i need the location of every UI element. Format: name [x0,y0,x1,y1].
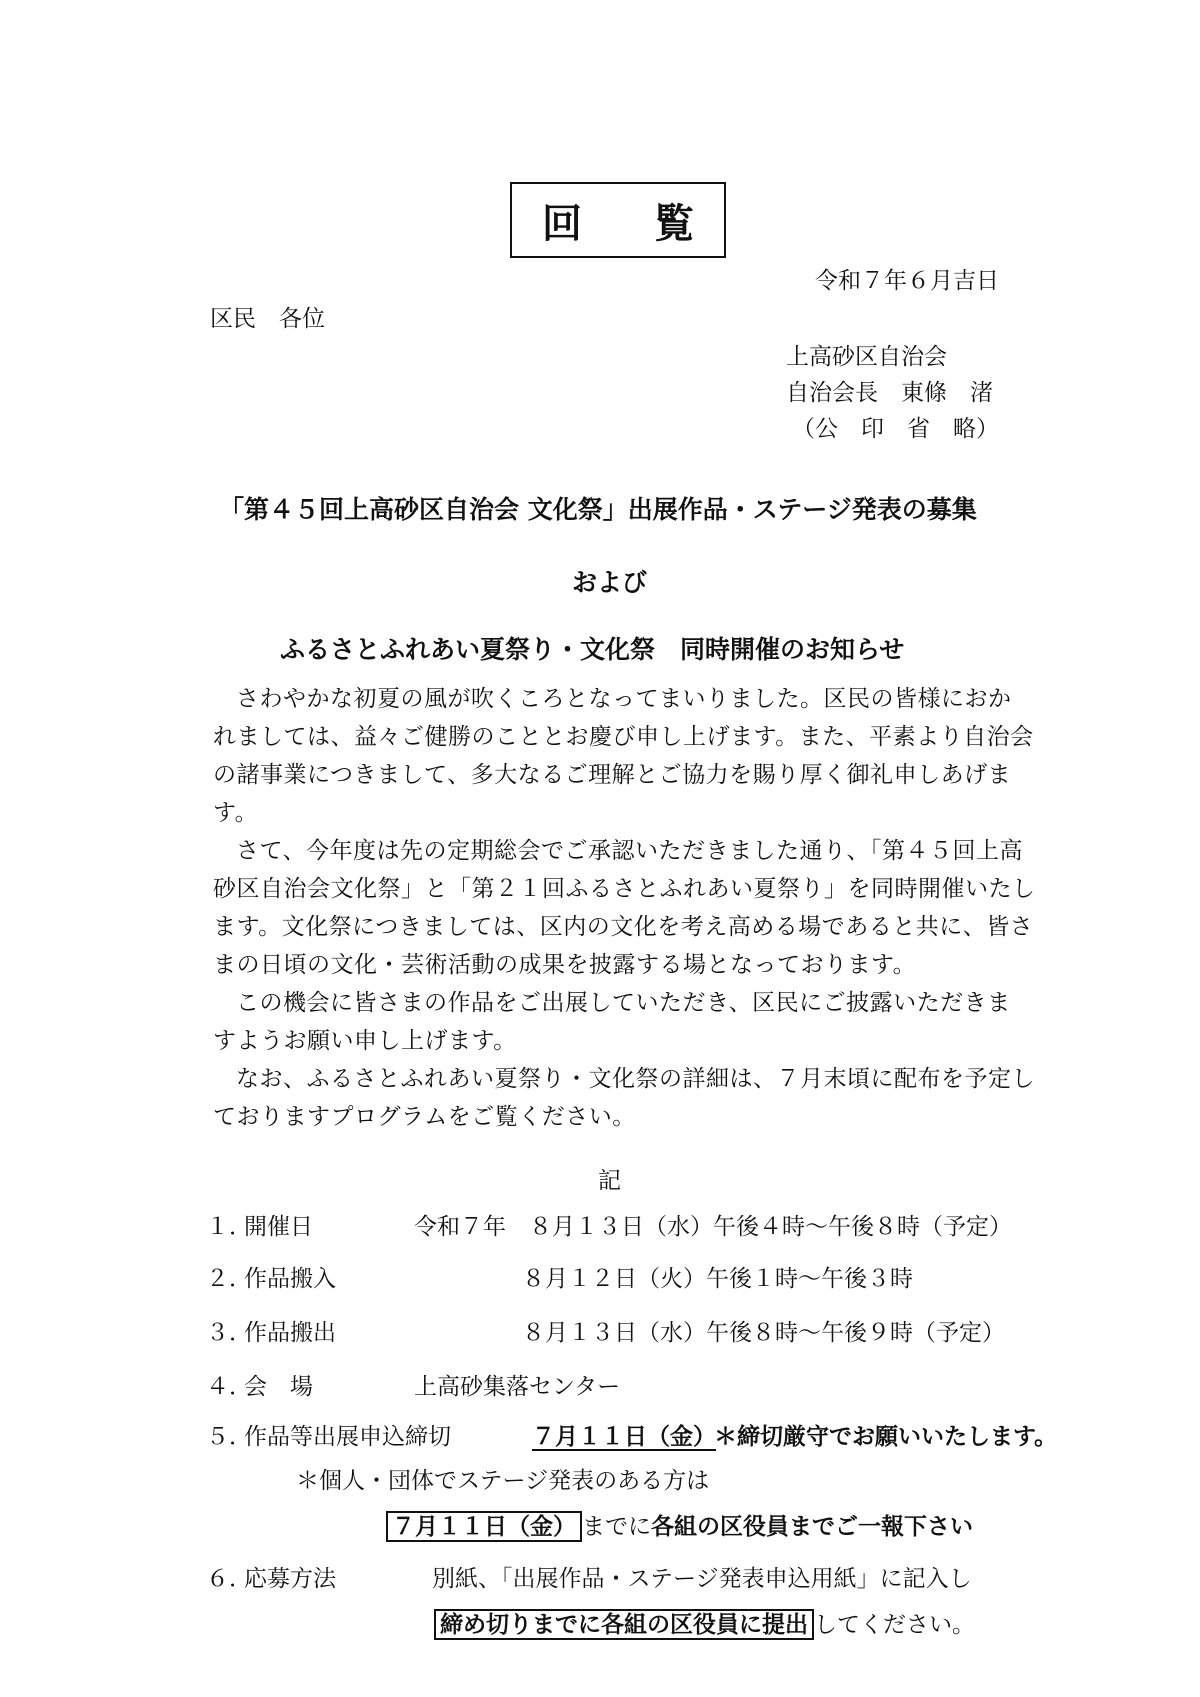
title-line-1: 「第４５回上高砂区自治会 文化祭」出展作品・ステージ発表の募集 [219,495,977,524]
deadline-strict-note: ＊締切厳守でお願いいたします。 [714,1423,1058,1450]
issue-date: 令和７年６月吉日 [815,268,999,294]
item-label: 会 場 [244,1374,313,1400]
paragraph-line: 砂区自治会文化祭」と「第２１回ふるさとふれあい夏祭り」を同時開催いたし [213,876,1036,902]
paragraph-line: すようお願い申し上げます。 [213,1028,517,1054]
stage-deadline-plain: までに [582,1514,651,1540]
item-value: 上高砂集落センター [414,1374,621,1400]
paragraph-line: なお、ふるさとふれあい夏祭り・文化祭の詳細は、７月末頃に配布を予定し [236,1066,1035,1092]
paragraph-line: ておりますプログラムをご覧ください。 [213,1104,636,1130]
item-number: １． [206,1214,252,1240]
title-line-3: ふるさとふれあい夏祭り・文化祭 同時開催のお知らせ [280,635,905,664]
item-label: 開催日 [244,1214,313,1240]
item-number: ６． [206,1566,252,1592]
addressee: 区民 各位 [210,306,325,332]
item-label: 作品搬入 [244,1266,336,1292]
paragraph-line: す。 [213,800,259,826]
submission-line [434,1606,975,1644]
paragraph-line: さわやかな初夏の風が吹くころとなってまいりました。区民の皆様におか [236,686,1012,712]
paragraph-line: まの日頃の文化・芸術活動の成果を披露する場となっております。 [213,952,917,978]
item-label: 応募方法 [244,1566,336,1592]
item-label: 作品等出展申込締切 [244,1424,451,1450]
application-deadline: ７月１１日（金） [532,1423,716,1450]
paragraph-line: この機会に皆さまの作品をご出展していただき、区民にご披露いただきま [236,990,1011,1016]
item-number: ４． [206,1374,252,1400]
item-number: ５． [206,1424,252,1450]
item-value: 令和７年 ８月１３日（水）午後４時～午後８時（予定） [414,1214,1012,1240]
paragraph-program-note [213,1060,1035,1136]
circulation-stamp-box [510,182,726,258]
paragraph-announcement [213,832,1036,984]
submission-boxed: 締め切りまでに各組の区役員に提出 [434,1609,814,1640]
submission-plain: してください。 [814,1612,975,1638]
sender-organization: 上高砂区自治会 [786,344,947,370]
paragraph-greeting [213,680,1034,832]
stamp-char-1: 回 [542,199,582,247]
paragraph-line: ます。文化祭につきましては、区内の文化を考え高める場であると共に、皆さ [213,914,1034,940]
stage-performance-note: ＊個人・団体でステージ発表のある方は [296,1468,710,1494]
item-number: ２． [206,1266,252,1292]
sender-name: 自治会長 東條 渚 [786,380,993,406]
item-value: ８月１３日（水）午後８時～午後９時（予定） [522,1320,1005,1346]
stage-deadline-bold: 各組の区役員までご一報下さい [651,1513,973,1540]
paragraph-line: れましては、益々ご健勝のこととお慶び申し上げます。また、平素より自治会 [213,724,1034,750]
item-value: 別紙、「出展作品・ステージ発表申込用紙」に記入し [432,1566,972,1592]
stamp-char-2: 覧 [654,199,694,247]
item-number: ３． [206,1320,252,1346]
item-label: 作品搬出 [244,1320,336,1346]
paragraph-line: さて、今年度は先の定期総会でご承認いただきました通り、「第４５回上高 [236,838,1024,864]
stage-deadline-line [386,1508,973,1546]
paragraph-line: の諸事業につきまして、多大なるご理解とご協力を賜り厚く御礼申しあげま [213,762,1012,788]
paragraph-request [213,984,1023,1060]
stage-deadline-boxed: ７月１１日（金） [386,1511,582,1542]
ki-heading: 記 [598,1168,621,1194]
seal-omitted-note: （公 印 省 略） [792,416,999,442]
title-line-2: および [572,568,648,597]
item-value: ８月１２日（火）午後１時～午後３時 [522,1266,913,1292]
